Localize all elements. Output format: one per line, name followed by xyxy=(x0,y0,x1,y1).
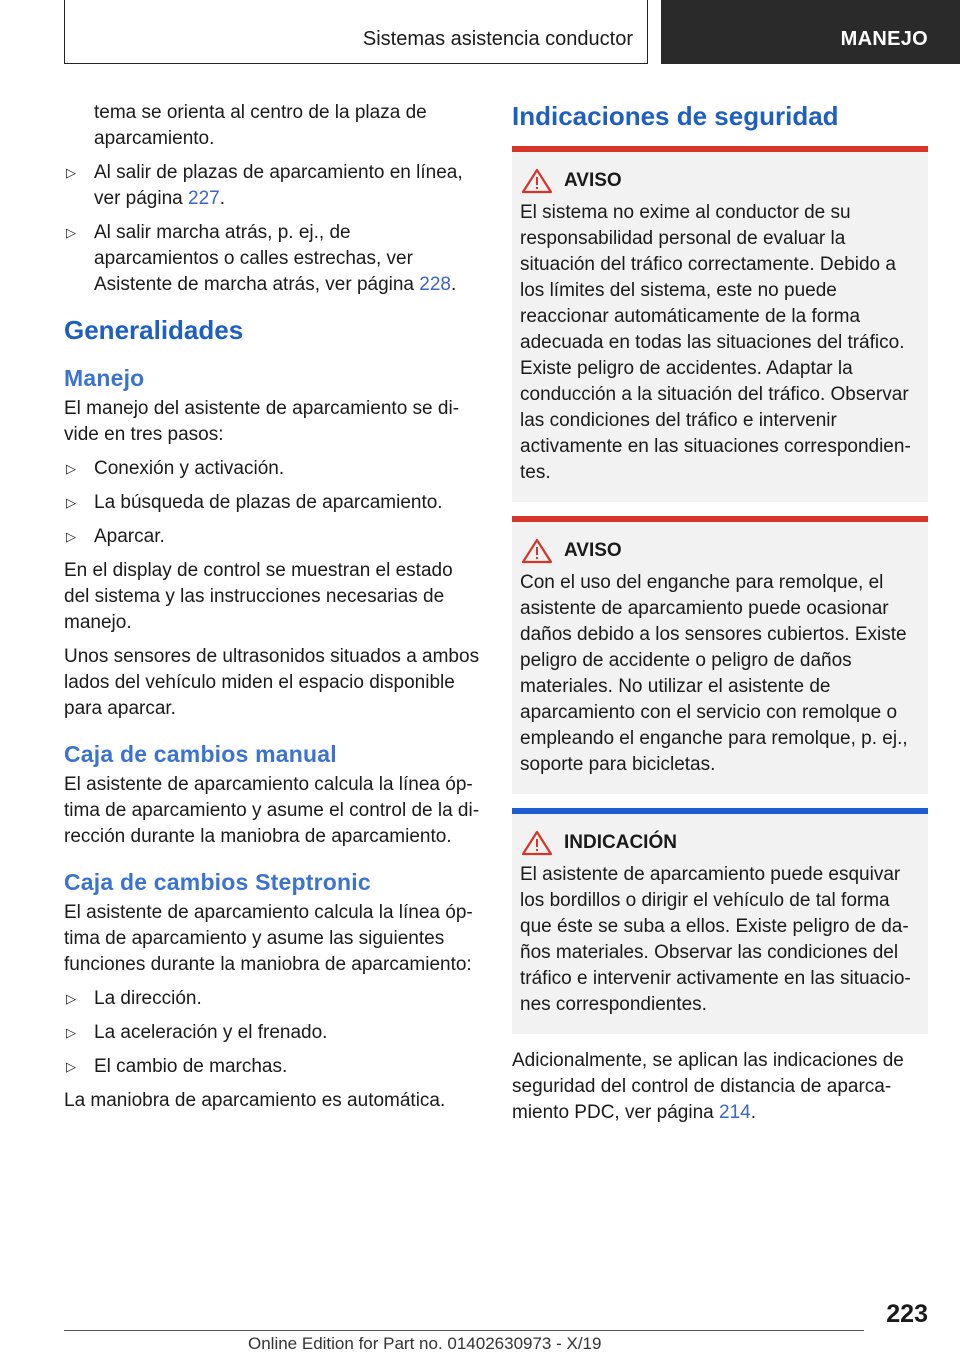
bullet-suffix: . xyxy=(219,188,225,209)
edition-text: Online Edition for Part no. 01402630973 - X/19 xyxy=(248,1334,602,1353)
right-column xyxy=(512,100,928,1134)
manual-text: El asistente de aparcamiento calcula la línea óptima de aparcamiento y asume el control de la dirección durante la maniobra de aparcamiento. xyxy=(64,774,480,847)
bullet-text: Aparcar. xyxy=(94,526,165,547)
footer-divider xyxy=(64,1330,864,1331)
notice-body: El asistente de aparcamiento puede esquivar los bordillos o dirigir el vehículo de tal forma que éste se suba a ellos. Existe peligro de daños materiales. Observar las condiciones del tráfico e intervenir activamente en las situaciones correspondientes. xyxy=(520,864,911,1015)
bullet-text: La búsqueda de plazas de aparcamiento. xyxy=(94,492,443,513)
bullet-text: Al salir marcha atrás, p. ej., de aparcamientos o calles estrechas, ver Asistente de marcha atrás, ver página xyxy=(94,222,420,295)
manejo-text: El manejo del asistente de aparcamiento se divide en tres pasos: xyxy=(64,398,460,445)
bullet-triangle-icon: ▷ xyxy=(66,529,76,544)
bullet-triangle-icon: ▷ xyxy=(66,461,76,476)
closing-sentence: Adicionalmente, se aplican las indicaciones de seguridad del control de distancia de aparcamiento PDC, ver página xyxy=(512,1050,904,1123)
heading-safety: Indicaciones de seguridad xyxy=(512,101,839,131)
bullet-text: La aceleración y el frenado. xyxy=(94,1022,328,1043)
list-item xyxy=(64,220,480,298)
list-item xyxy=(64,1054,480,1080)
list-item xyxy=(64,1020,480,1046)
warning-title: AVISO xyxy=(564,540,622,561)
warning-triangle-icon xyxy=(520,168,554,194)
bullet-suffix: . xyxy=(451,274,457,295)
page-footer xyxy=(0,1290,960,1362)
warning-triangle-icon xyxy=(520,538,554,564)
manejo-paragraph-1: En el display de control se muestran el estado del sistema y las instrucciones necesarias de manejo. xyxy=(64,560,453,633)
bullet-text: El cambio de marchas. xyxy=(94,1056,288,1077)
left-column xyxy=(64,100,480,1122)
notice-box xyxy=(512,808,928,1034)
manejo-paragraph-2: Unos sensores de ultrasonidos situados a ambos lados del vehículo miden el espacio disponible para aparcar. xyxy=(64,646,480,719)
heading-steptronic: Caja de cambios Steptronic xyxy=(64,869,371,895)
list-item xyxy=(64,160,480,212)
list-item xyxy=(64,490,480,516)
warning-box xyxy=(512,516,928,794)
warning-triangle-icon xyxy=(520,830,554,856)
closing-text: La maniobra de aparcamiento es automática. xyxy=(64,1090,446,1111)
page-link-228[interactable]: 228 xyxy=(419,274,451,295)
warning-body: El sistema no exime al conductor de su responsabilidad personal de evaluar la situación del tráfico correctamente. Debido a los límites del sistema, este no puede reaccionar automáticamente de la forma adecuada en todas las situaciones del tráfico. Existe peligro de accidentes. Adaptar la conducción a la situación del tráfico. Observar las condiciones del tráfico e intervenir activamente en las situaciones correspondientes. xyxy=(520,202,911,483)
bullet-triangle-icon: ▷ xyxy=(66,225,76,240)
notice-title: INDICACIÓN xyxy=(564,832,677,853)
warning-title: AVISO xyxy=(564,170,622,191)
bullet-triangle-icon: ▷ xyxy=(66,1059,76,1074)
page-number: 223 xyxy=(886,1300,928,1328)
steptronic-text: El asistente de aparcamiento calcula la línea óptima de aparcamiento y asume las siguientes funciones durante la maniobra de aparcamiento: xyxy=(64,902,473,975)
bullet-triangle-icon: ▷ xyxy=(66,1025,76,1040)
chapter-tab[interactable] xyxy=(661,0,960,64)
heading-manejo: Manejo xyxy=(64,365,145,391)
bullet-triangle-icon: ▷ xyxy=(66,165,76,180)
intro-continuation: tema se orienta al centro de la plaza de aparcamiento. xyxy=(94,102,427,149)
bullet-text: Al salir de plazas de aparcamiento en línea, ver página xyxy=(94,162,463,209)
section-title: Sistemas asistencia conductor xyxy=(362,28,633,50)
warning-box xyxy=(512,146,928,502)
page-header xyxy=(0,0,960,66)
bullet-triangle-icon: ▷ xyxy=(66,991,76,1006)
heading-generalidades: Generalidades xyxy=(64,315,244,345)
section-title-box xyxy=(64,0,648,64)
list-item xyxy=(64,456,480,482)
page-link-227[interactable]: 227 xyxy=(188,188,220,209)
safety-closing-text xyxy=(512,1048,928,1126)
bullet-triangle-icon: ▷ xyxy=(66,495,76,510)
list-item xyxy=(64,986,480,1012)
list-item xyxy=(64,524,480,550)
heading-manual-gearbox: Caja de cambios manual xyxy=(64,741,337,767)
bullet-text: Conexión y activación. xyxy=(94,458,285,479)
chapter-tab-label: MANEJO xyxy=(840,28,928,50)
closing-suffix: . xyxy=(750,1102,756,1123)
bullet-text: La dirección. xyxy=(94,988,202,1009)
warning-body: Con el uso del enganche para remolque, el asistente de aparcamiento puede ocasionar daños debido a los sensores cubiertos. Existe peligro de accidente o peligro de daños materiales. No utilizar el asistente de aparcamiento con el servicio con remolque o empleando el enganche para remolque, p. ej., soporte para bicicletas. xyxy=(520,572,908,775)
page-link-214[interactable]: 214 xyxy=(719,1102,751,1123)
